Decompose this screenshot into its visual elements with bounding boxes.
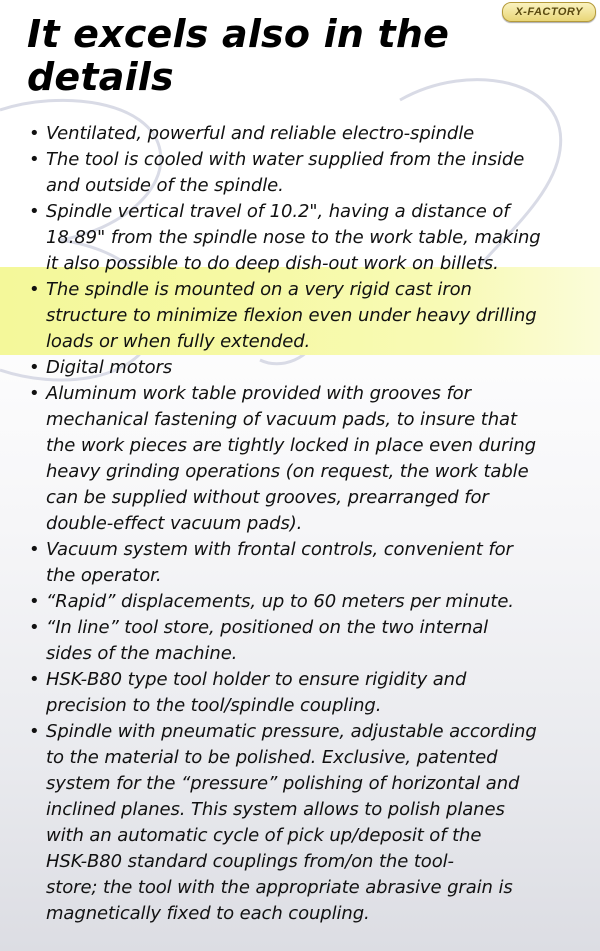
feature-item-vacuum-system [27, 537, 600, 589]
bullet-icon: • [29, 201, 40, 222]
feature-item-digital-motors [27, 355, 600, 381]
feature-line: double-effect vacuum pads). [46, 513, 303, 534]
bullet-icon: • [29, 721, 40, 742]
feature-line: it also possible to do deep dish-out work on billets. [46, 253, 499, 274]
feature-line: Digital motors [46, 357, 173, 378]
bullet-icon: • [29, 383, 40, 404]
feature-line: HSK-B80 type tool holder to ensure rigidity and [46, 669, 467, 690]
feature-line: precision to the tool/spindle coupling. [46, 695, 382, 716]
feature-line: Spindle vertical travel of 10.2", having a distance of [46, 201, 510, 222]
bullet-icon: • [29, 591, 40, 612]
feature-line: heavy grinding operations (on request, the work table [46, 461, 529, 482]
feature-line: 18.89" from the spindle nose to the work table, making [46, 227, 541, 248]
feature-line: The spindle is mounted on a very rigid cast iron [46, 279, 472, 300]
feature-line: can be supplied without grooves, prearranged for [46, 487, 489, 508]
feature-line: the operator. [46, 565, 162, 586]
feature-line: inclined planes. This system allows to polish planes [46, 799, 505, 820]
feature-line: system for the “pressure” polishing of horizontal and [46, 773, 520, 794]
feature-line: Spindle with pneumatic pressure, adjustable according [46, 721, 537, 742]
title-line-2: details [27, 55, 174, 99]
bullet-icon: • [29, 123, 40, 144]
feature-line: Ventilated, powerful and reliable electro-spindle [46, 123, 475, 144]
feature-line: to the material to be polished. Exclusive, patented [46, 747, 498, 768]
feature-line: mechanical fastening of vacuum pads, to insure that [46, 409, 517, 430]
feature-line: store; the tool with the appropriate abrasive grain is [46, 877, 513, 898]
feature-line: HSK-B80 standard couplings from/on the tool- [46, 851, 454, 872]
feature-line: sides of the machine. [46, 643, 238, 664]
feature-item-rapid-displacements [27, 589, 600, 615]
feature-item-work-table [27, 381, 600, 537]
feature-line: and outside of the spindle. [46, 175, 284, 196]
feature-item-tool-holder [27, 667, 600, 719]
feature-line: with an automatic cycle of pick up/deposit of the [46, 825, 482, 846]
feature-item-cast-iron-structure [27, 277, 600, 355]
bullet-icon: • [29, 539, 40, 560]
feature-item-electro-spindle [27, 121, 600, 147]
feature-line: magnetically fixed to each coupling. [46, 903, 370, 924]
bullet-icon: • [29, 279, 40, 300]
feature-line: Vacuum system with frontal controls, convenient for [46, 539, 513, 560]
feature-line: structure to minimize flexion even under heavy drilling [46, 305, 537, 326]
bullet-icon: • [29, 617, 40, 638]
bullet-icon: • [29, 357, 40, 378]
bullet-icon: • [29, 669, 40, 690]
feature-line: “Rapid” displacements, up to 60 meters per minute. [46, 591, 514, 612]
feature-line: the work pieces are tightly locked in place even during [46, 435, 537, 456]
feature-item-pneumatic-spindle [27, 719, 600, 927]
feature-line: Aluminum work table provided with grooves for [46, 383, 471, 404]
feature-item-spindle-travel [27, 199, 600, 277]
brand-logo: X-FACTORY [502, 2, 596, 22]
feature-line: “In line” tool store, positioned on the two internal [46, 617, 489, 638]
bullet-icon: • [29, 149, 40, 170]
feature-line: The tool is cooled with water supplied from the inside [46, 149, 525, 170]
feature-item-tool-store [27, 615, 600, 667]
feature-line: loads or when fully extended. [46, 331, 311, 352]
feature-item-tool-cooling [27, 147, 600, 199]
title-line-1: It excels also in the [27, 12, 450, 56]
page-title [27, 13, 449, 99]
feature-list [27, 121, 600, 927]
